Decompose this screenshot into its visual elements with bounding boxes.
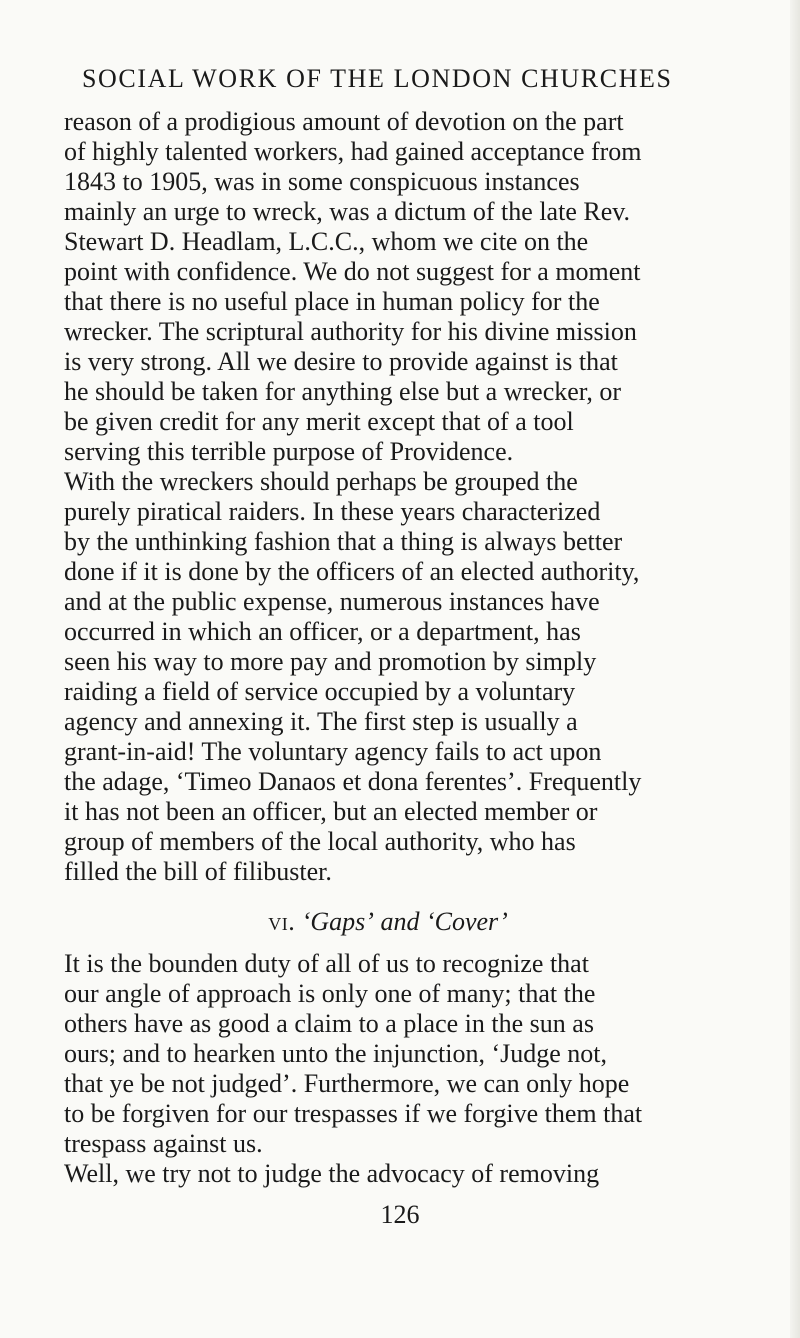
running-head: SOCIAL WORK OF THE LONDON CHURCHES xyxy=(82,64,673,93)
text-line: raiding a field of service occupied by a voluntary xyxy=(64,677,576,706)
text-line: reason of a prodigious amount of devotion on the part xyxy=(64,107,624,136)
text-line: group of members of the local authority, who has xyxy=(64,827,576,856)
paragraph-3 xyxy=(64,949,712,1159)
section-heading xyxy=(64,907,712,937)
paragraph-4 xyxy=(64,1159,712,1189)
text-line: that there is no useful place in human policy for the xyxy=(64,287,600,316)
text-line: by the unthinking fashion that a thing is always better xyxy=(64,527,623,556)
text-line: it has not been an officer, but an elected member or xyxy=(64,797,598,826)
text-line: serving this terrible purpose of Providence. xyxy=(64,437,514,466)
text-line: occurred in which an officer, or a department, has xyxy=(64,617,581,646)
text-line: be given credit for any merit except that of a tool xyxy=(64,407,574,436)
paragraph-1 xyxy=(64,107,712,467)
text-line: our angle of approach is only one of many; that the xyxy=(64,979,596,1008)
section-title-connector: and xyxy=(380,907,420,936)
body-text xyxy=(64,107,712,1189)
text-line: agency and annexing it. The first step is usually a xyxy=(64,707,578,736)
text-line: done if it is done by the officers of an elected authority, xyxy=(64,557,640,586)
text-line: of highly talented workers, had gained acceptance from xyxy=(64,137,642,166)
page-number: 126 xyxy=(380,1200,420,1229)
text-line: Stewart D. Headlam, L.C.C., whom we cite on the xyxy=(64,227,589,256)
section-title-cover: ‘Cover’ xyxy=(425,907,508,936)
text-line: filled the bill of filibuster. xyxy=(64,857,332,886)
section-title-gaps: ‘Gaps’ xyxy=(301,907,374,936)
text-line: the adage, ‘Timeo Danaos et dona ferentes’. Frequently xyxy=(64,767,642,796)
text-line: that ye be not judged’. Furthermore, we can only hope xyxy=(64,1069,630,1098)
text-line: to be forgiven for our trespasses if we forgive them that xyxy=(64,1099,643,1128)
text-line: others have as good a claim to a place in the sun as xyxy=(64,1009,594,1038)
text-line: seen his way to more pay and promotion by simply xyxy=(64,647,597,676)
text-line: With the wreckers should perhaps be grouped the xyxy=(64,467,578,496)
text-line: point with confidence. We do not suggest for a moment xyxy=(64,257,641,286)
text-line: and at the public expense, numerous instances have xyxy=(64,587,600,616)
text-line: Well, we try not to judge the advocacy of removing xyxy=(64,1159,600,1188)
paragraph-2 xyxy=(64,467,712,887)
text-line: mainly an urge to wreck, was a dictum of the late Rev. xyxy=(64,197,631,226)
section-numeral: vi. xyxy=(268,907,296,936)
page-edge-shadow xyxy=(790,0,800,1338)
text-line: trespass against us. xyxy=(64,1129,263,1158)
text-line: grant-in-aid! The voluntary agency fails to act upon xyxy=(64,737,602,766)
text-line: he should be taken for anything else but a wrecker, or xyxy=(64,377,622,406)
text-line: is very strong. All we desire to provide against is that xyxy=(64,347,618,376)
text-line: wrecker. The scriptural authority for his divine mission xyxy=(64,317,637,346)
text-line: purely piratical raiders. In these years characterized xyxy=(64,497,601,526)
text-line: ours; and to hearken unto the injunction, ‘Judge not, xyxy=(64,1039,608,1068)
text-line: It is the bounden duty of all of us to recognize that xyxy=(64,949,589,978)
text-line: 1843 to 1905, was in some conspicuous instances xyxy=(64,167,580,196)
